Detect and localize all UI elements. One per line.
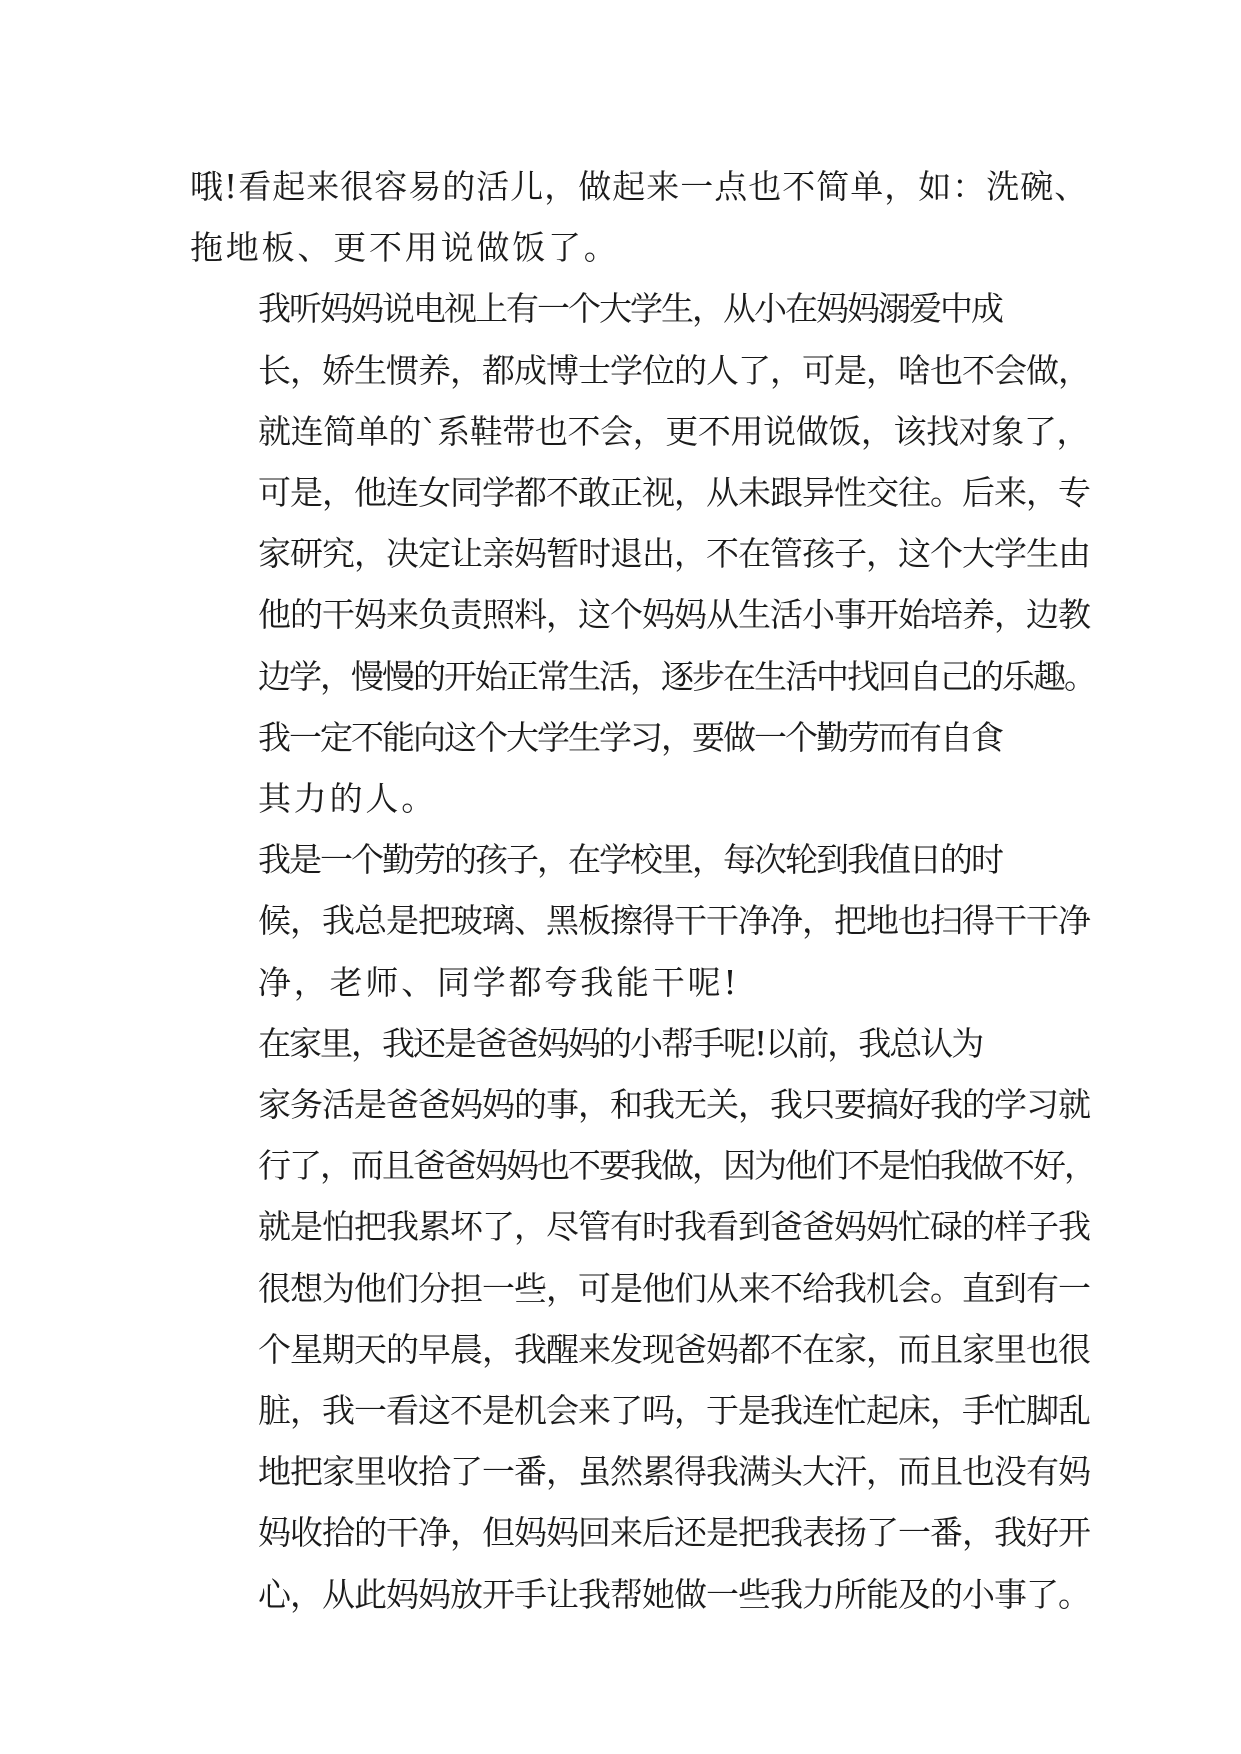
paragraph-5 — [190, 1013, 1095, 1625]
text-line: 家务活是爸爸妈妈的事，和我无关，我只要搞好我的学习就 — [258, 1085, 1090, 1125]
text-line: 脏，我一看这不是机会来了吗，于是我连忙起床，手忙脚乱 — [258, 1391, 1090, 1431]
text-line: 拖地板、更不用说做饭了。 — [190, 228, 620, 268]
paragraph-4 — [190, 829, 1090, 1013]
text-line: 长，娇生惯养，都成博士学位的人了，可是，啥也不会做， — [258, 350, 1090, 390]
text-line: 就是怕把我累坏了，尽管有时我看到爸爸妈妈忙碌的样子我 — [258, 1207, 1090, 1247]
text-line: 边学，慢慢的开始正常生活，逐步在生活中找回自己的乐趣。 — [258, 656, 1095, 696]
text-line: 很想为他们分担一些，可是他们从来不给我机会。直到有一 — [258, 1268, 1090, 1308]
text-line: 我一定不能向这个大学生学习，要做一个勤劳而有自食 — [258, 717, 1002, 757]
text-line: 其力的人。 — [258, 779, 437, 819]
text-line: 在家里，我还是爸爸妈妈的小帮手呢!以前，我总认为 — [258, 1023, 983, 1063]
text-line: 行了，而且爸爸妈妈也不要我做，因为他们不是怕我做不好， — [258, 1146, 1095, 1186]
text-line: 候，我总是把玻璃、黑板擦得干干净净，把地也扫得干干净 — [258, 901, 1090, 941]
text-line: 可是，他连女同学都不敢正视，从未跟异性交往。后来，专 — [258, 473, 1090, 513]
text-line: 哦!看起来很容易的活儿，做起来一点也不简单，如：洗碗、 — [190, 167, 1089, 206]
text-line: 地把家里收拾了一番，虽然累得我满头大汗，而且也没有妈 — [258, 1452, 1090, 1492]
paragraph-1 — [190, 156, 1090, 278]
text-line: 就连简单的`系鞋带也不会，更不用说做饭，该找对象了， — [258, 411, 1090, 451]
text-line: 净，老师、同学都夸我能干呢! — [258, 962, 740, 1002]
essay-body — [190, 156, 1095, 1625]
text-line: 心，从此妈妈放开手让我帮她做一些我力所能及的小事了。 — [258, 1574, 1090, 1614]
paragraph-3 — [190, 707, 1090, 829]
paragraph-2 — [190, 278, 1095, 706]
text-line: 我是一个勤劳的孩子，在学校里，每次轮到我值日的时 — [258, 840, 1002, 880]
text-line: 他的干妈来负责照料，这个妈妈从生活小事开始培养，边教 — [258, 595, 1090, 635]
text-line: 妈收拾的干净，但妈妈回来后还是把我表扬了一番，我好开 — [258, 1513, 1090, 1553]
text-line: 家研究，决定让亲妈暂时退出，不在管孩子，这个大学生由 — [258, 534, 1090, 574]
text-line: 个星期天的早晨，我醒来发现爸妈都不在家，而且家里也很 — [258, 1329, 1090, 1369]
text-line: 我听妈妈说电视上有一个大学生，从小在妈妈溺爱中成 — [258, 289, 1002, 329]
